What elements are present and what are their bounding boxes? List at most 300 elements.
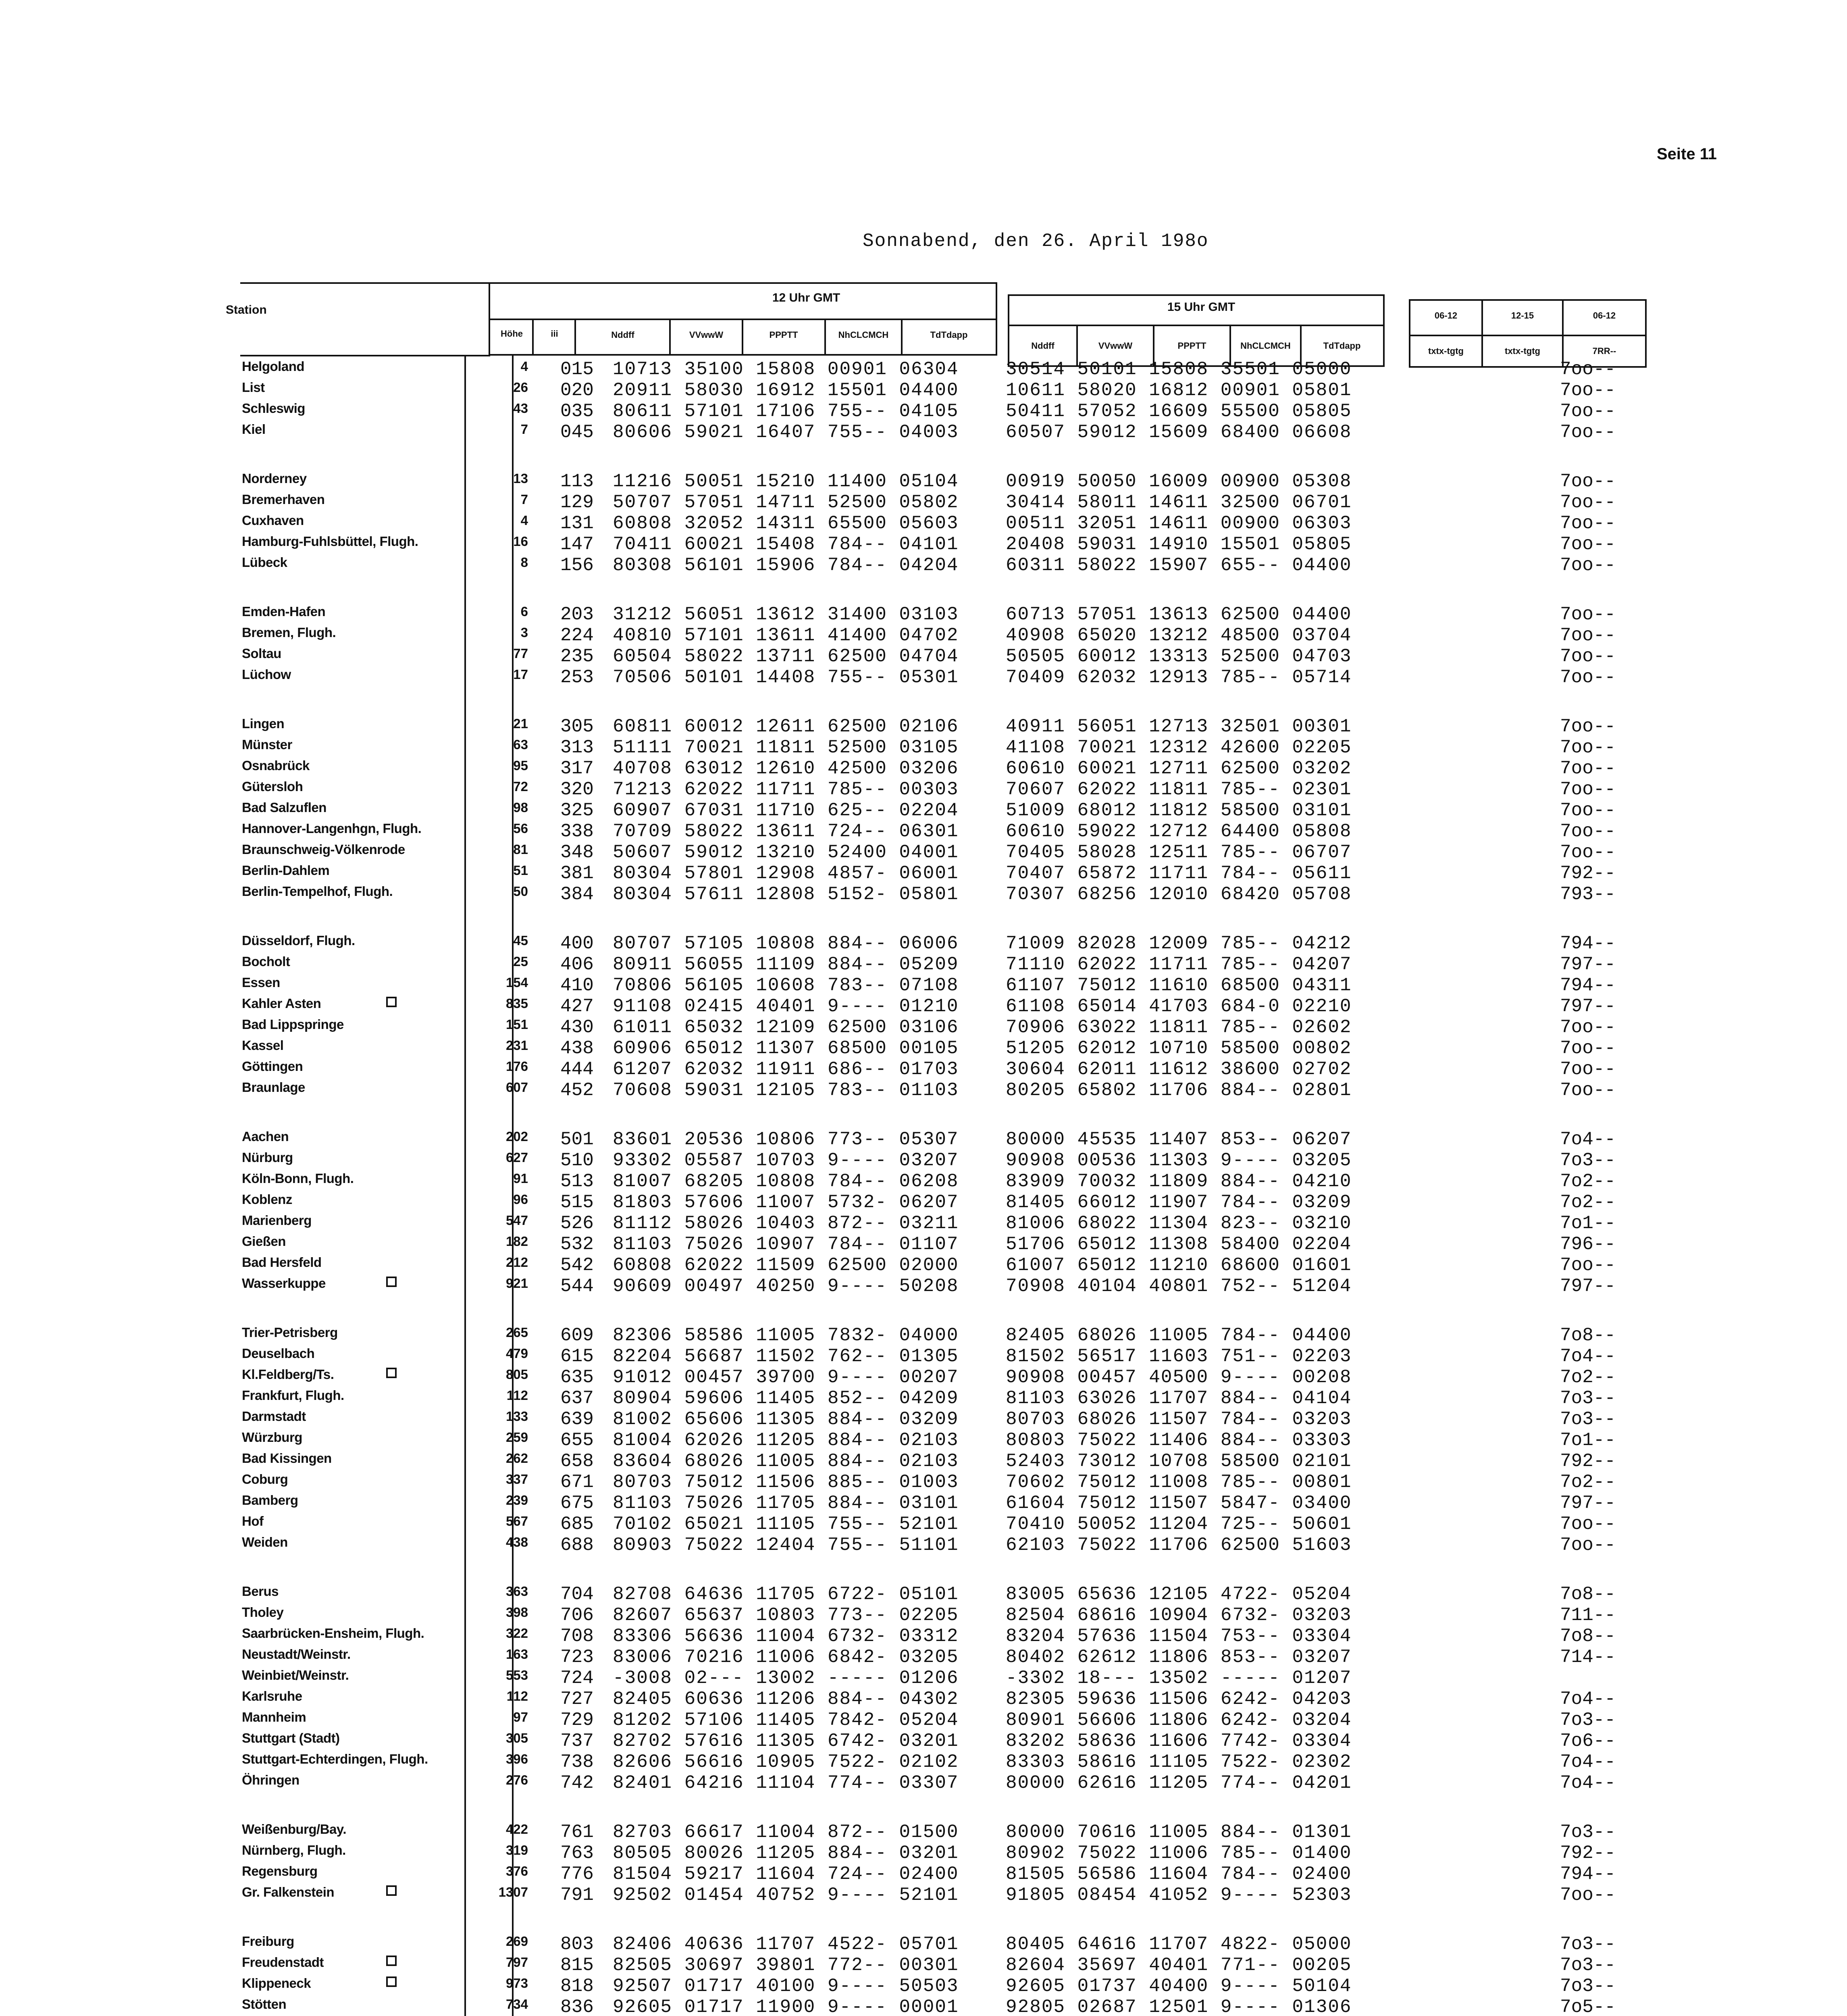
station-elevation: 45 bbox=[513, 933, 528, 948]
extra-col3-value: 7oo-- bbox=[1560, 359, 1616, 380]
station-index: 542 bbox=[560, 1255, 594, 1276]
table-row bbox=[0, 1514, 1847, 1535]
station-name: Gr. Falkenstein bbox=[242, 1885, 335, 1899]
station-index: 776 bbox=[560, 1864, 594, 1885]
obs-15-groups: -3302 18--- 13502 ----- 01207 bbox=[1006, 1668, 1352, 1689]
obs-12-groups: 70102 65021 11105 755-- 52101 bbox=[613, 1514, 959, 1535]
obs-15-groups: 81502 56517 11603 751-- 02203 bbox=[1006, 1346, 1352, 1367]
table-row bbox=[0, 1885, 1847, 1906]
obs-12-groups: 81103 75026 11705 884-- 03101 bbox=[613, 1493, 959, 1514]
obs-15-groups: 82305 59636 11506 6242- 04203 bbox=[1006, 1689, 1352, 1710]
obs-15-groups: 80000 70616 11005 884-- 01301 bbox=[1006, 1822, 1352, 1843]
station-name: Lübeck bbox=[242, 555, 287, 570]
station-index: 147 bbox=[560, 534, 594, 555]
obs-12-groups: 82204 56687 11502 762-- 01305 bbox=[613, 1346, 959, 1367]
table-row bbox=[0, 667, 1847, 688]
extra-col3-value: 7o8-- bbox=[1560, 1325, 1616, 1346]
station-index: 727 bbox=[560, 1689, 594, 1710]
station-elevation: 547 bbox=[505, 1213, 528, 1228]
station-name: Braunschweig-Völkenrode bbox=[242, 842, 405, 857]
extra-col2-top: 12-15 bbox=[1511, 310, 1534, 321]
extra-col3-value: 794-- bbox=[1560, 975, 1616, 996]
table-row bbox=[0, 1731, 1847, 1752]
obs-12-groups: 82702 57616 11305 6742- 03201 bbox=[613, 1731, 959, 1752]
table-row bbox=[0, 380, 1847, 401]
station-index: 438 bbox=[560, 1038, 594, 1059]
obs-15-groups: 82604 35697 40401 771-- 00205 bbox=[1006, 1955, 1352, 1976]
obs-12-groups: 82405 60636 11206 884-- 04302 bbox=[613, 1689, 959, 1710]
station-elevation: 77 bbox=[513, 646, 528, 661]
obs-15-groups: 61108 65014 41703 684-0 02210 bbox=[1006, 996, 1352, 1017]
extra-col3-value: 7oo-- bbox=[1560, 625, 1616, 646]
table-row bbox=[0, 471, 1847, 492]
station-index: 704 bbox=[560, 1584, 594, 1605]
station-index: 384 bbox=[560, 884, 594, 905]
extra-col3-value: 7oo-- bbox=[1560, 1514, 1616, 1535]
g12-col-tdtd: TdTdapp bbox=[930, 330, 968, 340]
g15-col-vvwww: VVwwW bbox=[1098, 341, 1133, 351]
station-elevation: 276 bbox=[505, 1772, 528, 1787]
extra-col3-value: 797-- bbox=[1560, 1493, 1616, 1514]
station-name: Hof bbox=[242, 1514, 264, 1529]
extra-col3-value: 7oo-- bbox=[1560, 534, 1616, 555]
obs-15-groups: 20408 59031 14910 15501 05805 bbox=[1006, 534, 1352, 555]
station-name: Stuttgart-Echterdingen, Flugh. bbox=[242, 1752, 428, 1766]
obs-15-groups: 70906 63022 11811 785-- 02602 bbox=[1006, 1017, 1352, 1038]
obs-12-groups: 83306 56636 11004 6732- 03312 bbox=[613, 1626, 959, 1647]
station-name: Karlsruhe bbox=[242, 1689, 302, 1704]
table-row bbox=[0, 646, 1847, 667]
station-name: Hannover-Langenhgn, Flugh. bbox=[242, 821, 422, 836]
table-row bbox=[0, 1976, 1847, 1997]
obs-12-groups: 82708 64636 11705 6722- 05101 bbox=[613, 1584, 959, 1605]
divider bbox=[1481, 299, 1483, 368]
station-name: Kahler Asten bbox=[242, 996, 321, 1011]
station-name: Köln-Bonn, Flugh. bbox=[242, 1171, 354, 1186]
table-row bbox=[0, 1325, 1847, 1346]
station-index: 655 bbox=[560, 1430, 594, 1451]
station-index: 131 bbox=[560, 513, 594, 534]
obs-15-groups: 00511 32051 14611 00900 06303 bbox=[1006, 513, 1352, 534]
table-row bbox=[0, 1276, 1847, 1297]
extra-col3-value: 7oo-- bbox=[1560, 401, 1616, 422]
extra-col3-value: 7oo-- bbox=[1560, 1080, 1616, 1101]
table-row bbox=[0, 1843, 1847, 1864]
g12-col-vvwww: VVwwW bbox=[689, 330, 724, 340]
obs-12-groups: 80911 56055 11109 884-- 05209 bbox=[613, 954, 959, 975]
station-name: List bbox=[242, 380, 265, 395]
table-row bbox=[0, 555, 1847, 576]
obs-15-groups: 52403 73012 10708 58500 02101 bbox=[1006, 1451, 1352, 1472]
station-name: Nürnberg, Flugh. bbox=[242, 1843, 346, 1858]
station-index: 348 bbox=[560, 842, 594, 863]
extra-col3-value: 7o8-- bbox=[1560, 1584, 1616, 1605]
obs-15-groups: 83303 58616 11105 7522- 02302 bbox=[1006, 1752, 1352, 1772]
extra-col3-value: 794-- bbox=[1560, 933, 1616, 954]
station-index: 637 bbox=[560, 1388, 594, 1409]
obs-15-groups: 51009 68012 11812 58500 03101 bbox=[1006, 800, 1352, 821]
table-row bbox=[0, 884, 1847, 905]
table-row bbox=[0, 359, 1847, 380]
obs-15-groups: 10611 58020 16812 00901 05801 bbox=[1006, 380, 1352, 401]
station-name: Stötten bbox=[242, 1997, 287, 2012]
obs-12-groups: 80703 75012 11506 885-- 01003 bbox=[613, 1472, 959, 1493]
station-index: 510 bbox=[560, 1150, 594, 1171]
extra-col3-value: 7o2-- bbox=[1560, 1472, 1616, 1493]
station-index: 609 bbox=[560, 1325, 594, 1346]
obs-15-groups: 60713 57051 13613 62500 04400 bbox=[1006, 604, 1352, 625]
station-name: Hamburg-Fuhlsbüttel, Flugh. bbox=[242, 534, 418, 549]
station-elevation: 921 bbox=[505, 1276, 528, 1291]
table-row bbox=[0, 996, 1847, 1017]
station-index: 724 bbox=[560, 1668, 594, 1689]
station-index: 305 bbox=[560, 716, 594, 737]
obs-12-groups: 80308 56101 15906 784-- 04204 bbox=[613, 555, 959, 576]
obs-15-groups: 60311 58022 15907 655-- 04400 bbox=[1006, 555, 1352, 576]
station-name: Bremen, Flugh. bbox=[242, 625, 336, 640]
extra-col3-value: 7o3-- bbox=[1560, 1822, 1616, 1843]
obs-15-groups: 70607 62022 11811 785-- 02301 bbox=[1006, 779, 1352, 800]
obs-12-groups: 81002 65606 11305 884-- 03209 bbox=[613, 1409, 959, 1430]
obs-12-groups: 81803 57606 11007 5732- 06207 bbox=[613, 1192, 959, 1213]
obs-15-groups: 80000 45535 11407 853-- 06207 bbox=[1006, 1129, 1352, 1150]
extra-col3-value: 7o8-- bbox=[1560, 1626, 1616, 1647]
station-name: Regensburg bbox=[242, 1864, 318, 1879]
station-elevation: 95 bbox=[513, 758, 528, 773]
station-elevation: 133 bbox=[505, 1409, 528, 1424]
obs-12-groups: 91012 00457 39700 9---- 00207 bbox=[613, 1367, 959, 1388]
station-elevation: 43 bbox=[513, 401, 528, 416]
obs-15-groups: 83909 70032 11809 884-- 04210 bbox=[1006, 1171, 1352, 1192]
station-elevation: 262 bbox=[505, 1451, 528, 1466]
station-elevation: 16 bbox=[513, 534, 528, 549]
station-elevation: 305 bbox=[505, 1731, 528, 1745]
extra-col3-value: 714-- bbox=[1560, 1647, 1616, 1668]
open-square-icon bbox=[386, 1976, 397, 1987]
station-name: Weiden bbox=[242, 1535, 288, 1549]
group12-title: 12 Uhr GMT bbox=[772, 291, 840, 304]
obs-15-groups: 70602 75012 11008 785-- 00801 bbox=[1006, 1472, 1352, 1493]
station-elevation: 8 bbox=[520, 555, 528, 570]
obs-12-groups: 82606 56616 10905 7522- 02102 bbox=[613, 1752, 959, 1772]
station-index: 544 bbox=[560, 1276, 594, 1297]
obs-12-groups: 83006 70216 11006 6842- 03205 bbox=[613, 1647, 959, 1668]
extra-col3-value: 793-- bbox=[1560, 884, 1616, 905]
obs-12-groups: 80903 75022 12404 755-- 51101 bbox=[613, 1535, 959, 1556]
extra-col3-value: 7oo-- bbox=[1560, 1059, 1616, 1080]
obs-12-groups: 81202 57106 11405 7842- 05204 bbox=[613, 1710, 959, 1731]
station-elevation: 51 bbox=[513, 863, 528, 878]
station-index: 635 bbox=[560, 1367, 594, 1388]
station-name: Kl.Feldberg/Ts. bbox=[242, 1367, 334, 1382]
extra-col3-value: 7oo-- bbox=[1560, 555, 1616, 576]
extra-col3-value: 7oo-- bbox=[1560, 604, 1616, 625]
obs-12-groups: 82306 58586 11005 7832- 04000 bbox=[613, 1325, 959, 1346]
obs-15-groups: 71110 62022 11711 785-- 04207 bbox=[1006, 954, 1352, 975]
station-index: 317 bbox=[560, 758, 594, 779]
station-name: Öhringen bbox=[242, 1772, 300, 1787]
station-elevation: 805 bbox=[505, 1367, 528, 1382]
table-row bbox=[0, 1934, 1847, 1955]
extra-col3-value: 7o1-- bbox=[1560, 1213, 1616, 1234]
open-square-icon bbox=[386, 1885, 397, 1896]
extra-col3-value: 7o3-- bbox=[1560, 1934, 1616, 1955]
station-elevation: 239 bbox=[505, 1493, 528, 1508]
obs-12-groups: 60907 67031 11710 625-- 02204 bbox=[613, 800, 959, 821]
extra-col3-value: 7o4-- bbox=[1560, 1689, 1616, 1710]
table-row bbox=[0, 513, 1847, 534]
obs-15-groups: 70407 65872 11711 784-- 05611 bbox=[1006, 863, 1352, 884]
header-extra-box bbox=[1409, 299, 1647, 368]
station-name: Bremerhaven bbox=[242, 492, 325, 507]
obs-15-groups: 82504 68616 10904 6732- 03203 bbox=[1006, 1605, 1352, 1626]
open-square-icon bbox=[386, 997, 397, 1007]
station-name: Bad Salzuflen bbox=[242, 800, 327, 815]
obs-15-groups: 51205 62012 10710 58500 00802 bbox=[1006, 1038, 1352, 1059]
station-name: Freudenstadt bbox=[242, 1955, 324, 1970]
obs-15-groups: 82405 68026 11005 784-- 04400 bbox=[1006, 1325, 1352, 1346]
obs-15-groups: 62103 75022 11706 62500 51603 bbox=[1006, 1535, 1352, 1556]
station-index: 015 bbox=[560, 359, 594, 380]
obs-12-groups: 61011 65032 12109 62500 03106 bbox=[613, 1017, 959, 1038]
table-row bbox=[0, 1192, 1847, 1213]
station-index: 763 bbox=[560, 1843, 594, 1864]
table-row bbox=[0, 1213, 1847, 1234]
obs-15-groups: 30604 62011 11612 38600 02702 bbox=[1006, 1059, 1352, 1080]
extra-col3-value: 7o3-- bbox=[1560, 1710, 1616, 1731]
extra-col3-value: 7oo-- bbox=[1560, 800, 1616, 821]
obs-12-groups: 70709 58022 13611 724-- 06301 bbox=[613, 821, 959, 842]
table-row bbox=[0, 821, 1847, 842]
table-row bbox=[0, 625, 1847, 646]
table-row bbox=[0, 933, 1847, 954]
station-elevation: 96 bbox=[513, 1192, 528, 1207]
obs-12-groups: 80611 57101 17106 755-- 04105 bbox=[613, 401, 959, 422]
obs-12-groups: 60808 32052 14311 65500 05603 bbox=[613, 513, 959, 534]
station-name: Osnabrück bbox=[242, 758, 310, 773]
iii-header: iii bbox=[551, 329, 558, 339]
g12-col-ppptt: PPPTT bbox=[769, 330, 798, 340]
station-index: 671 bbox=[560, 1472, 594, 1493]
obs-15-groups: 40911 56051 12713 32501 00301 bbox=[1006, 716, 1352, 737]
g12-col-nddff: Nddff bbox=[611, 330, 634, 340]
table-row bbox=[0, 1430, 1847, 1451]
table-row bbox=[0, 1584, 1847, 1605]
station-elevation: 627 bbox=[505, 1150, 528, 1165]
station-elevation: 7 bbox=[520, 492, 528, 507]
extra-col3-value: 7oo-- bbox=[1560, 758, 1616, 779]
obs-12-groups: 80505 80026 11205 884-- 03201 bbox=[613, 1843, 959, 1864]
station-index: 410 bbox=[560, 975, 594, 996]
station-elevation: 322 bbox=[505, 1626, 528, 1641]
obs-15-groups: 81505 56586 11604 784-- 02400 bbox=[1006, 1864, 1352, 1885]
station-name: Emden-Hafen bbox=[242, 604, 326, 619]
station-elevation: 835 bbox=[505, 996, 528, 1011]
obs-15-groups: 60610 60021 12711 62500 03202 bbox=[1006, 758, 1352, 779]
obs-15-groups: 90908 00536 11303 9---- 03205 bbox=[1006, 1150, 1352, 1171]
station-index: 658 bbox=[560, 1451, 594, 1472]
station-elevation: 4 bbox=[520, 513, 528, 528]
obs-15-groups: 41108 70021 12312 42600 02205 bbox=[1006, 737, 1352, 758]
table-row bbox=[0, 1822, 1847, 1843]
station-elevation: 607 bbox=[505, 1080, 528, 1095]
station-name: Trier-Petrisberg bbox=[242, 1325, 338, 1340]
extra-col3-value: 7oo-- bbox=[1560, 821, 1616, 842]
station-elevation: 72 bbox=[513, 779, 528, 794]
station-name: Münster bbox=[242, 737, 292, 752]
table-row bbox=[0, 1647, 1847, 1668]
station-header: Station bbox=[226, 303, 267, 317]
obs-15-groups: 81103 63026 11707 884-- 04104 bbox=[1006, 1388, 1352, 1409]
station-elevation: 4 bbox=[520, 359, 528, 374]
obs-12-groups: -3008 02--- 13002 ----- 01206 bbox=[613, 1668, 959, 1689]
page-number: Seite 11 bbox=[1657, 145, 1717, 163]
station-name: Koblenz bbox=[242, 1192, 292, 1207]
station-name: Gütersloh bbox=[242, 779, 303, 794]
obs-15-groups: 80402 62612 11806 853-- 03207 bbox=[1006, 1647, 1352, 1668]
station-elevation: 376 bbox=[505, 1864, 528, 1879]
station-elevation: 3 bbox=[520, 625, 528, 640]
station-index: 515 bbox=[560, 1192, 594, 1213]
station-name: Aachen bbox=[242, 1129, 289, 1144]
header-top-rule bbox=[240, 282, 490, 284]
station-index: 706 bbox=[560, 1605, 594, 1626]
obs-12-groups: 50707 57051 14711 52500 05802 bbox=[613, 492, 959, 513]
obs-12-groups: 60811 60012 12611 62500 02106 bbox=[613, 716, 959, 737]
station-elevation: 422 bbox=[505, 1822, 528, 1837]
obs-15-groups: 60610 59022 12712 64400 05808 bbox=[1006, 821, 1352, 842]
station-index: 325 bbox=[560, 800, 594, 821]
extra-col3-value: 7oo-- bbox=[1560, 1535, 1616, 1556]
extra-col3-value: 792-- bbox=[1560, 1451, 1616, 1472]
group15-title: 15 Uhr GMT bbox=[1167, 300, 1235, 314]
station-elevation: 797 bbox=[505, 1955, 528, 1970]
g12-col-clouds: NhCLCMCH bbox=[838, 330, 889, 340]
station-name: Neustadt/Weinstr. bbox=[242, 1647, 351, 1662]
station-elevation: 202 bbox=[505, 1129, 528, 1144]
station-name: Berlin-Dahlem bbox=[242, 863, 330, 878]
table-row bbox=[0, 1171, 1847, 1192]
obs-12-groups: 82401 64216 11104 774-- 03307 bbox=[613, 1772, 959, 1793]
header-mid-rule bbox=[1409, 335, 1647, 336]
table-row bbox=[0, 422, 1847, 443]
station-elevation: 553 bbox=[505, 1668, 528, 1683]
station-elevation: 97 bbox=[513, 1710, 528, 1724]
station-elevation: 363 bbox=[505, 1584, 528, 1599]
obs-12-groups: 81112 58026 10403 872-- 03211 bbox=[613, 1213, 959, 1234]
table-row bbox=[0, 1346, 1847, 1367]
obs-12-groups: 81007 68205 10808 784-- 06208 bbox=[613, 1171, 959, 1192]
extra-col3-value: 7oo-- bbox=[1560, 646, 1616, 667]
extra-col2-bottom: txtx-tgtg bbox=[1505, 346, 1540, 356]
station-index: 501 bbox=[560, 1129, 594, 1150]
table-row bbox=[0, 1150, 1847, 1171]
obs-15-groups: 80000 62616 11205 774-- 04201 bbox=[1006, 1772, 1352, 1793]
obs-15-groups: 80902 75022 11006 785-- 01400 bbox=[1006, 1843, 1352, 1864]
extra-col3-value: 7o4-- bbox=[1560, 1752, 1616, 1772]
station-elevation: 151 bbox=[505, 1017, 528, 1032]
station-elevation: 265 bbox=[505, 1325, 528, 1340]
obs-12-groups: 11216 50051 15210 11400 05104 bbox=[613, 471, 959, 492]
obs-12-groups: 10713 35100 15808 00901 06304 bbox=[613, 359, 959, 380]
obs-15-groups: 61604 75012 11507 5847- 03400 bbox=[1006, 1493, 1352, 1514]
station-index: 532 bbox=[560, 1234, 594, 1255]
station-index: 156 bbox=[560, 555, 594, 576]
station-name: Weinbiet/Weinstr. bbox=[242, 1668, 349, 1683]
station-index: 836 bbox=[560, 1997, 594, 2016]
open-square-icon bbox=[386, 1956, 397, 1966]
station-name: Norderney bbox=[242, 471, 307, 486]
station-index: 815 bbox=[560, 1955, 594, 1976]
g15-col-nddff: Nddff bbox=[1031, 341, 1055, 351]
obs-15-groups: 80803 75022 11406 884-- 03303 bbox=[1006, 1430, 1352, 1451]
extra-col3-value: 7o2-- bbox=[1560, 1367, 1616, 1388]
station-index: 615 bbox=[560, 1346, 594, 1367]
extra-col3-value: 711-- bbox=[1560, 1605, 1616, 1626]
table-row bbox=[0, 779, 1847, 800]
obs-15-groups: 70307 68256 12010 68420 05708 bbox=[1006, 884, 1352, 905]
station-name: Bad Lippspringe bbox=[242, 1017, 344, 1032]
obs-12-groups: 60504 58022 13711 62500 04704 bbox=[613, 646, 959, 667]
station-elevation: 319 bbox=[505, 1843, 528, 1858]
obs-12-groups: 70806 56105 10608 783-- 07108 bbox=[613, 975, 959, 996]
station-index: 452 bbox=[560, 1080, 594, 1101]
station-elevation: 182 bbox=[505, 1234, 528, 1249]
table-row bbox=[0, 1535, 1847, 1556]
station-elevation: 269 bbox=[505, 1934, 528, 1949]
table-row bbox=[0, 534, 1847, 555]
station-index: 803 bbox=[560, 1934, 594, 1955]
obs-15-groups: 90908 00457 40500 9---- 00208 bbox=[1006, 1367, 1352, 1388]
obs-12-groups: 81004 62026 11205 884-- 02103 bbox=[613, 1430, 959, 1451]
extra-col3-top: 06-12 bbox=[1593, 310, 1616, 321]
obs-15-groups: 92805 02687 12501 9---- 01306 bbox=[1006, 1997, 1352, 2016]
obs-15-groups: 40908 65020 13212 48500 03704 bbox=[1006, 625, 1352, 646]
station-name: Würzburg bbox=[242, 1430, 302, 1445]
extra-col3-value: 7oo-- bbox=[1560, 716, 1616, 737]
station-name: Cuxhaven bbox=[242, 513, 304, 528]
obs-15-groups: 91805 08454 41052 9---- 52303 bbox=[1006, 1885, 1352, 1906]
station-elevation: 1307 bbox=[498, 1885, 528, 1899]
station-elevation: 7 bbox=[520, 422, 528, 437]
extra-col3-value: 794-- bbox=[1560, 1864, 1616, 1885]
obs-15-groups: 83005 65636 12105 4722- 05204 bbox=[1006, 1584, 1352, 1605]
extra-col3-value: 7o5-- bbox=[1560, 1997, 1616, 2016]
station-name: Helgoland bbox=[242, 359, 305, 374]
station-index: 791 bbox=[560, 1885, 594, 1906]
table-row bbox=[0, 1752, 1847, 1772]
obs-15-groups: 00919 50050 16009 00900 05308 bbox=[1006, 471, 1352, 492]
obs-12-groups: 71213 62022 11711 785-- 00303 bbox=[613, 779, 959, 800]
obs-12-groups: 92502 01454 40752 9---- 52101 bbox=[613, 1885, 959, 1906]
obs-12-groups: 80304 57801 12908 4857- 06001 bbox=[613, 863, 959, 884]
extra-col3-value: 7oo-- bbox=[1560, 1255, 1616, 1276]
table-row bbox=[0, 1367, 1847, 1388]
extra-col3-value: 792-- bbox=[1560, 1843, 1616, 1864]
g15-col-tdtd: TdTdapp bbox=[1323, 341, 1361, 351]
station-index: 513 bbox=[560, 1171, 594, 1192]
extra-col3-value: 7oo-- bbox=[1560, 1038, 1616, 1059]
station-index: 688 bbox=[560, 1535, 594, 1556]
station-index: 129 bbox=[560, 492, 594, 513]
table-row bbox=[0, 1710, 1847, 1731]
station-index: 253 bbox=[560, 667, 594, 688]
obs-15-groups: 81405 66012 11907 784-- 03209 bbox=[1006, 1192, 1352, 1213]
table-row bbox=[0, 863, 1847, 884]
station-index: 035 bbox=[560, 401, 594, 422]
obs-15-groups: 30414 58011 14611 32500 06701 bbox=[1006, 492, 1352, 513]
obs-15-groups: 61007 65012 11210 68600 01601 bbox=[1006, 1255, 1352, 1276]
